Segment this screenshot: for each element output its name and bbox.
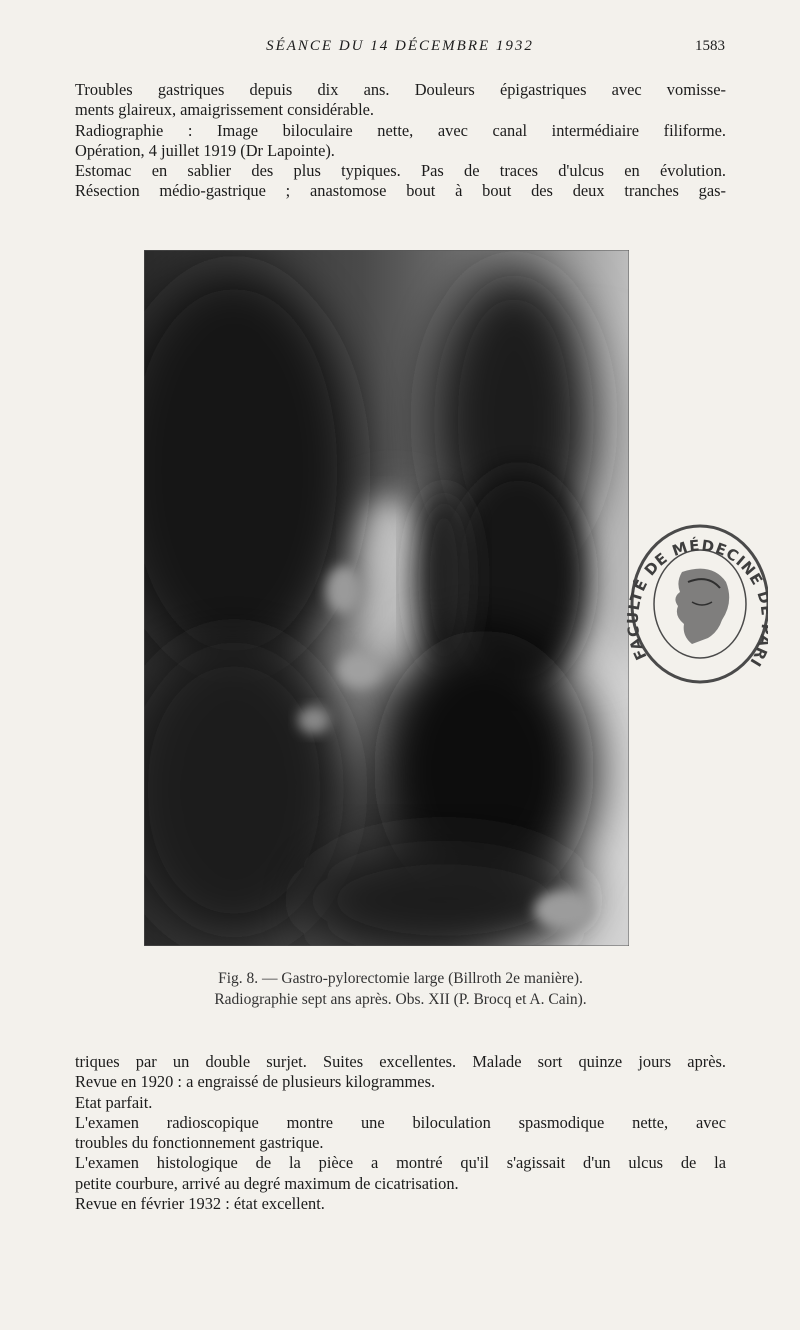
- text-line: triques par un double surjet. Suites excellentes. Malade sort quinze jours après.: [75, 1052, 726, 1071]
- page-number: 1583: [695, 38, 725, 54]
- figure-caption: [75, 968, 726, 1010]
- running-head-title: SÉANCE DU 14 DÉCEMBRE 1932: [266, 38, 534, 54]
- top-text-block: [75, 80, 726, 202]
- text-line: L'examen radioscopique montre une biloculation spasmodique nette, avec: [75, 1112, 726, 1132]
- bottom-text-block: [75, 1052, 726, 1214]
- text-line: ments glaireux, amaigrissement considérable.: [75, 100, 375, 120]
- text-line: L'examen histologique de la pièce a montré qu'il s'agissait d'un ulcus de la: [75, 1153, 726, 1173]
- text-line: Résection médio-gastrique ; anastomose bout à bout des deux tranches gas-: [75, 181, 726, 201]
- text-line: Opération, 4 juillet 1919 (Dr Lapointe).: [75, 140, 335, 160]
- stamp-seal-icon: [622, 512, 768, 690]
- caption-line-2: Radiographie sept ans après. Obs. XII (P. Brocq et A. Cain).: [214, 991, 587, 1008]
- text-line: Estomac en sablier des plus typiques. Pas de traces d'ulcus en évolution.: [75, 161, 726, 181]
- caption-line-1: Fig. 8. — Gastro-pylorectomie large (Billroth 2e manière).: [218, 970, 583, 987]
- text-line: Troubles gastriques depuis dix ans. Douleurs épigastriques avec vomisse-: [75, 80, 726, 99]
- radiograph-image: [144, 250, 629, 946]
- library-stamp: [622, 512, 768, 690]
- text-line: troubles du fonctionnement gastrique.: [75, 1133, 324, 1153]
- text-line: petite courbure, arrivé au degré maximum de cicatrisation.: [75, 1173, 459, 1193]
- text-line: Radiographie : Image biloculaire nette, avec canal intermédiaire filiforme.: [75, 120, 726, 140]
- text-line: Etat parfait.: [75, 1092, 153, 1112]
- radiograph-figure: [144, 250, 629, 946]
- running-head: [75, 38, 725, 60]
- stamp-text: FACULTÉ DE MÉDECINE I: [623, 536, 767, 671]
- text-line: Revue en février 1932 : état excellent.: [75, 1194, 325, 1214]
- text-line: Revue en 1920 : a engraissé de plusieurs kilogrammes.: [75, 1072, 436, 1092]
